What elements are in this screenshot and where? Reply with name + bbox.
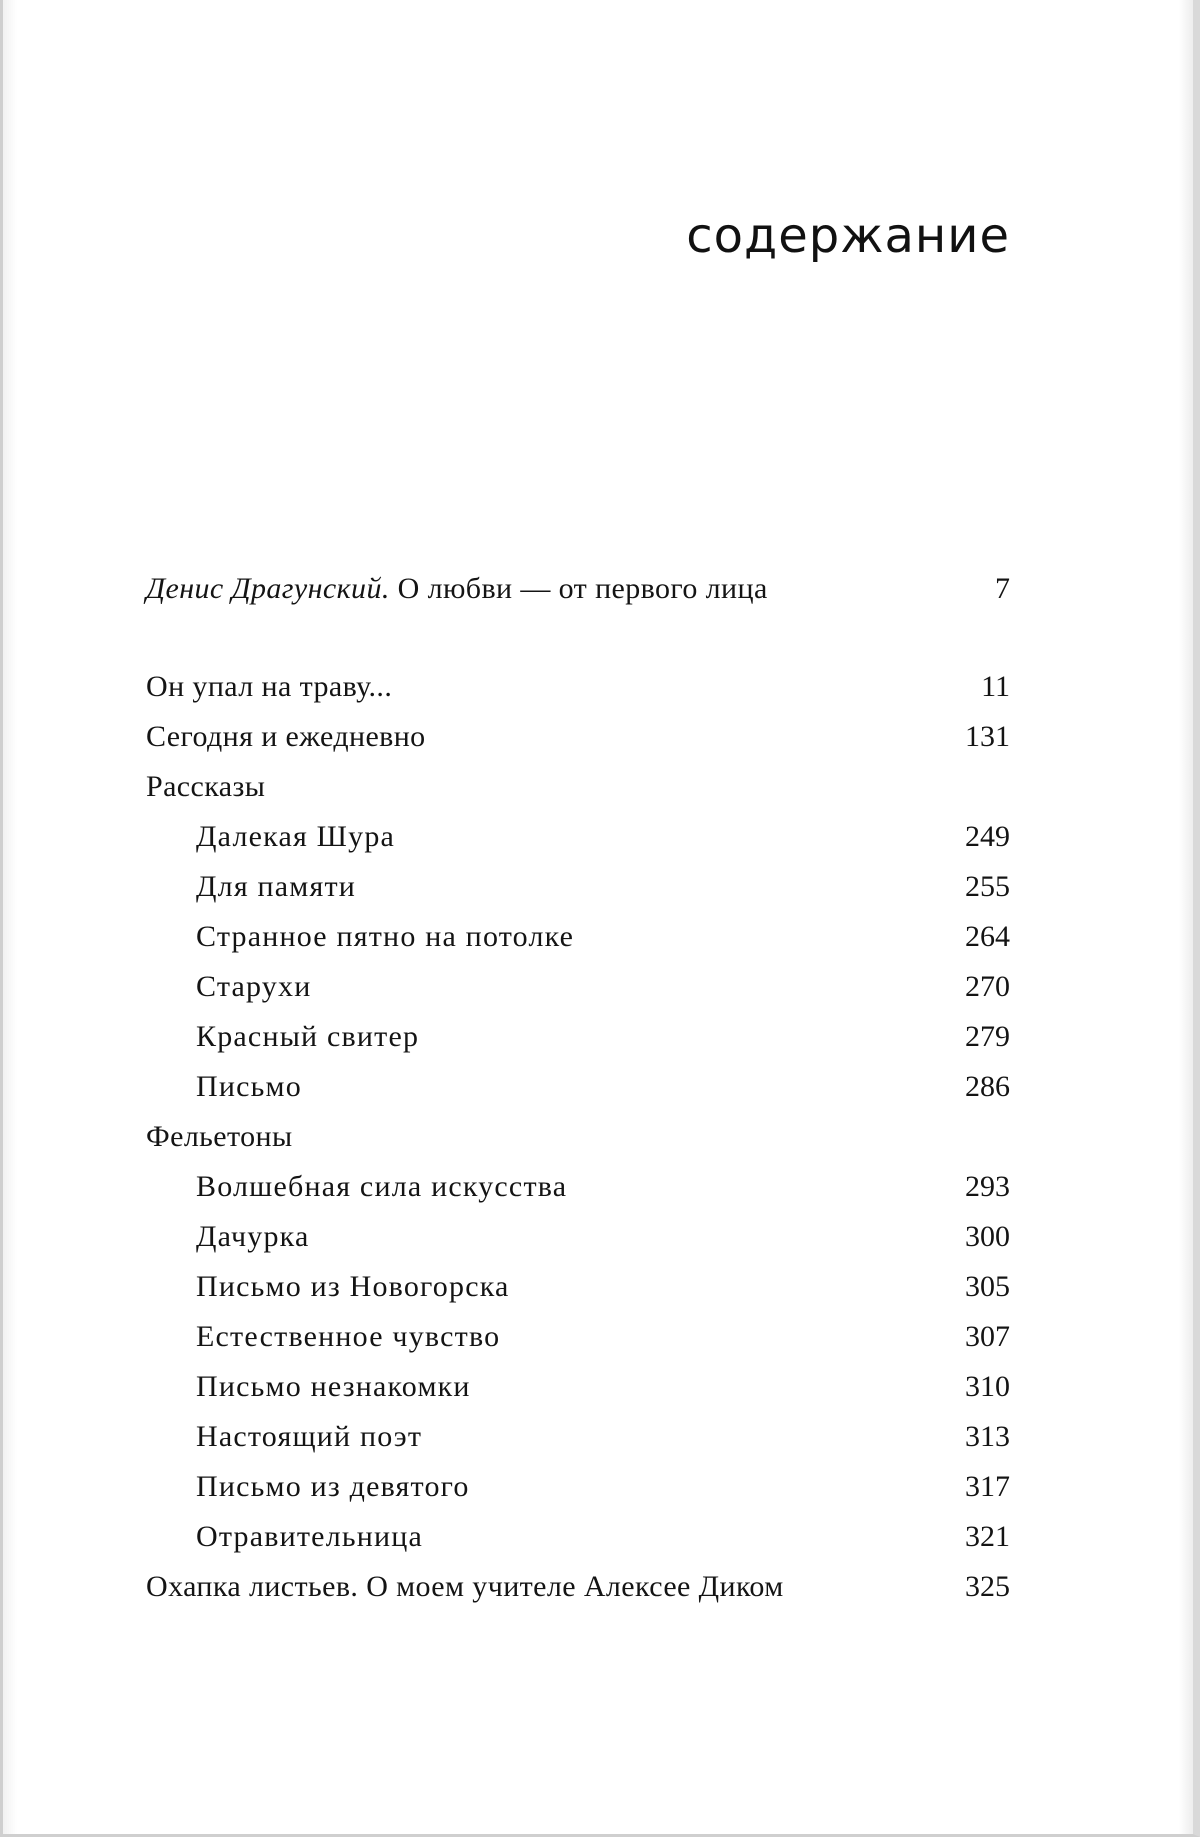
page-title: содержание xyxy=(686,208,1010,264)
toc-entry-title: Письмо xyxy=(196,1070,302,1103)
toc-entry-page: 264 xyxy=(965,920,1010,953)
toc-entry-intro xyxy=(146,572,1010,612)
toc-entry-title: Дачурка xyxy=(196,1220,310,1253)
toc-entry-page: 293 xyxy=(965,1170,1010,1203)
toc-entry xyxy=(146,1520,1010,1560)
toc-entry-title: Старухи xyxy=(196,970,312,1003)
toc-entry xyxy=(146,720,1010,760)
toc-entry-page: 11 xyxy=(981,670,1010,703)
toc-entry-title: Фельетоны xyxy=(146,1120,293,1153)
toc-entry xyxy=(146,820,1010,860)
toc-entry-page: 279 xyxy=(965,1020,1010,1053)
toc-entry xyxy=(146,870,1010,910)
toc-entry xyxy=(146,1420,1010,1460)
toc-entry-title: Письмо из девятого xyxy=(196,1470,470,1503)
toc-entry-title: Настоящий поэт xyxy=(196,1420,423,1453)
toc-entry xyxy=(146,1370,1010,1410)
toc-entry xyxy=(146,970,1010,1010)
toc-entry-title: Он упал на траву... xyxy=(146,670,393,703)
toc-entry xyxy=(146,1170,1010,1210)
toc-entry xyxy=(146,670,1010,710)
toc-entry-title: Сегодня и ежедневно xyxy=(146,720,426,753)
toc-entry-page: 321 xyxy=(965,1520,1010,1553)
toc-entry-page: 310 xyxy=(965,1370,1010,1403)
toc-entry-title: Волшебная сила искусства xyxy=(196,1170,568,1203)
toc-section-heading xyxy=(146,770,1010,810)
toc-entry-page: 270 xyxy=(965,970,1010,1003)
toc-entry-title-text: О любви — от первого лица xyxy=(389,572,768,605)
toc-entry-title: Письмо незнакомки xyxy=(196,1370,471,1403)
toc-entry-page: 305 xyxy=(965,1270,1010,1303)
toc-entry-title: Охапка листьев. О моем учителе Алексее Диком xyxy=(146,1570,784,1603)
toc-entry-page: 131 xyxy=(965,720,1010,753)
toc-entry-title: Для памяти xyxy=(196,870,357,903)
toc-entry-title xyxy=(146,572,768,606)
toc-entry-page: 325 xyxy=(965,1570,1010,1603)
toc-entry-page: 317 xyxy=(965,1470,1010,1503)
toc-entry xyxy=(146,1220,1010,1260)
toc-entry xyxy=(146,1470,1010,1510)
toc-entry-page: 286 xyxy=(965,1070,1010,1103)
toc-entry-page: 249 xyxy=(965,820,1010,853)
toc-entry-page: 307 xyxy=(965,1320,1010,1353)
toc-entry xyxy=(146,1270,1010,1310)
toc-entry-title: Письмо из Новогорска xyxy=(196,1270,510,1303)
toc-entry xyxy=(146,1070,1010,1110)
toc-entry-page: 300 xyxy=(965,1220,1010,1253)
toc-entry xyxy=(146,920,1010,960)
toc-entry-page: 313 xyxy=(965,1420,1010,1453)
toc-entry xyxy=(146,1570,1010,1610)
toc-entry-title: Странное пятно на потолке xyxy=(196,920,575,953)
toc-entry-title: Естественное чувство xyxy=(196,1320,501,1353)
toc-entry-page: 255 xyxy=(965,870,1010,903)
toc-entry-title: Отравительница xyxy=(196,1520,424,1553)
toc-entry xyxy=(146,1020,1010,1060)
toc-entry-title: Рассказы xyxy=(146,770,266,803)
toc-section-heading xyxy=(146,1120,1010,1160)
toc-entry xyxy=(146,1320,1010,1360)
toc-entry-author: Денис Драгунский. xyxy=(146,572,390,605)
toc-entry-page: 7 xyxy=(995,572,1010,605)
toc-entry-title: Далекая Шура xyxy=(196,820,396,853)
toc-entry-title: Красный свитер xyxy=(196,1020,420,1053)
